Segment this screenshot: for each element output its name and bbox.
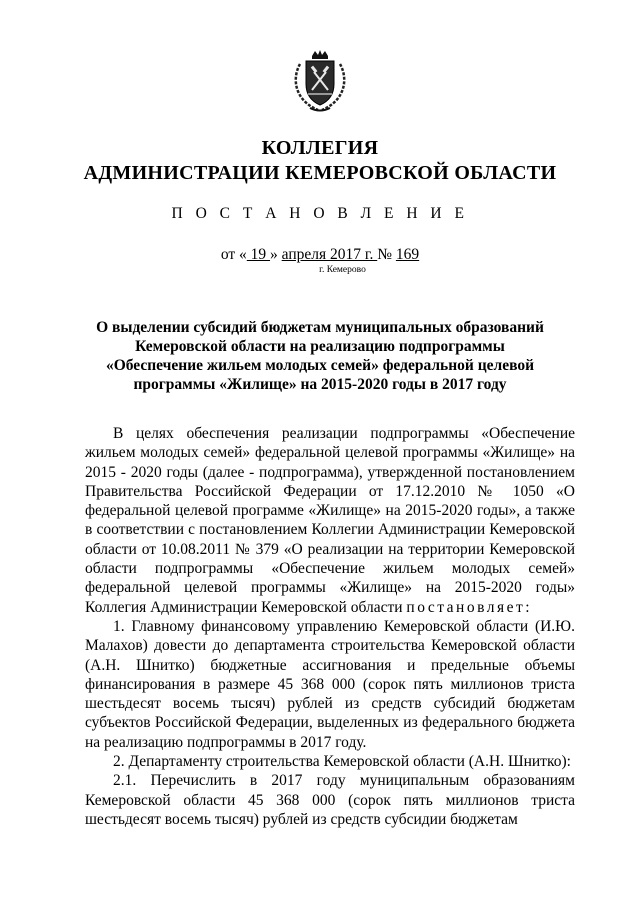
issuer-title-line1: КОЛЛЕГИЯ xyxy=(261,137,379,159)
date-month-year: апреля 2017 г. xyxy=(281,246,378,263)
clause-2-1: 2.1. Перечислить в 2017 году муниципальным образованиям Кемеровской области 45 368 000 (сорок пять миллионов триста шестьдесят восемь тысяч) рублей из средств субсидии бюджетам xyxy=(85,772,575,828)
coat-of-arms-emblem xyxy=(290,50,350,114)
number-label: № xyxy=(377,246,396,263)
document-number: 169 xyxy=(395,246,420,263)
preamble-text: В целях обеспечения реализации подпрограммы «Обеспечение жильем молодых семей» федеральной целевой программы «Жилище» на 2015 - 2020 годы (далее - подпрограмма), утвержденной постановлением Правительства Российской Федерации от 17.12.2010 № 1050 «О федеральной целевой программе «Жилище» на 2015-2020 годы», а также в соответствии с постановлением Коллегии Администрации Кемеровской области от 10.08.2011 № 379 «О реализации на территории Кемеровской области подпрограммы «Обеспечение жильем молодых семей» федеральной целевой программы «Жилище» на 2015-2020 годы» Коллегия Администрации Кемеровской области xyxy=(85,425,575,616)
clause-1: 1. Главному финансовому управлению Кемеровской области (И.Ю. Малахов) довести до департамента строительства Кемеровской области (А.Н. Шнитко) бюджетные ассигнования и предельные объемы финансирования в размере 45 368 000 (сорок пять миллионов триста шестьдесят восемь тысяч) рублей из средств субсидий бюджетам субъектов Российской Федерации, выделенных из федерального бюджета на реализацию подпрограммы в 2017 году. xyxy=(85,617,575,751)
date-prefix: от « xyxy=(220,246,247,263)
document-type: П О С Т А Н О В Л Е Н И Е xyxy=(171,205,469,222)
date-mid: » xyxy=(270,246,282,263)
kemerovo-coat-of-arms-icon xyxy=(290,50,350,114)
document-subject: О выделении субсидий бюджетам муниципальных образований Кемеровской области на реализацию подпрограммы «Обеспечение жильем молодых семей» федеральной целевой программы «Жилище» на 2015-2020 годы в 2017 году xyxy=(96,319,544,393)
date-day: 19 xyxy=(246,246,271,263)
resolves-word: постановляет: xyxy=(406,598,533,616)
place-of-issue: г. Кемерово xyxy=(319,265,366,275)
document-body xyxy=(85,424,575,829)
issuer-title-line2: АДМИНИСТРАЦИИ КЕМЕРОВСКОЙ ОБЛАСТИ xyxy=(83,162,557,184)
preamble-paragraph xyxy=(85,424,575,617)
clause-2: 2. Департаменту строительства Кемеровской области (А.Н. Шнитко): xyxy=(113,753,571,771)
date-number-line xyxy=(0,246,640,264)
